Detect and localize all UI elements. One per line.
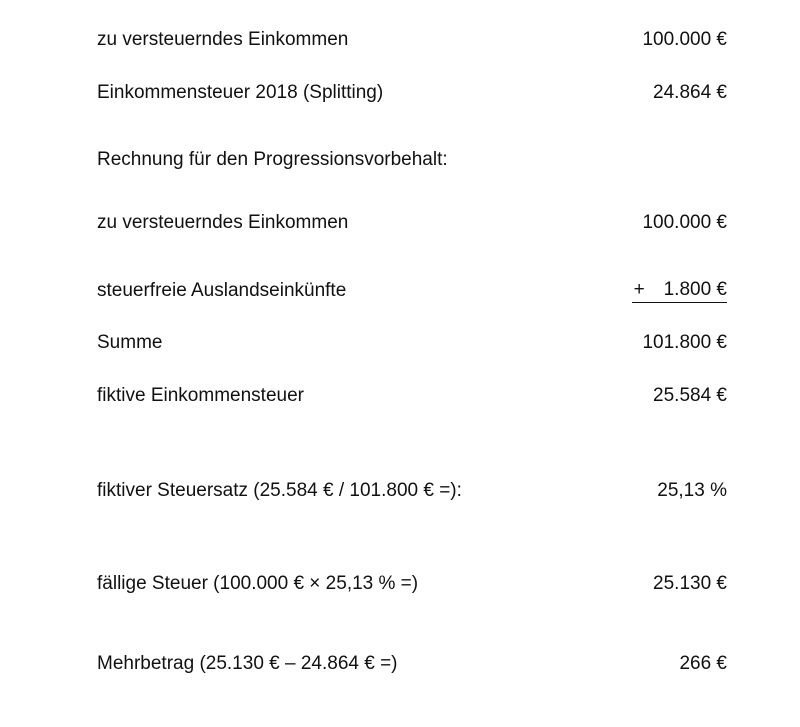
- row-label: zu versteuerndes Einkommen: [97, 212, 349, 233]
- row-label: fiktiver Steuersatz (25.584 € / 101.800 € =):: [97, 480, 462, 501]
- row-value: 25.130 €: [653, 573, 727, 594]
- plus-sign: +: [633, 279, 645, 300]
- row-value: 100.000 €: [642, 29, 727, 50]
- row-foreign-income: [97, 278, 727, 304]
- row-additional-amount: [97, 651, 727, 677]
- row-value: 24.864 €: [653, 82, 727, 103]
- row-label: fiktive Einkommensteuer: [97, 385, 304, 406]
- row-fictive-tax-rate: [97, 478, 727, 504]
- section-heading: [97, 147, 727, 173]
- row-value: 266 €: [679, 653, 727, 674]
- section-heading-text: Rechnung für den Progressionsvorbehalt:: [97, 149, 448, 170]
- row-taxable-income-2: [97, 210, 727, 236]
- row-income-tax-2018: [97, 80, 727, 106]
- row-value: 101.800 €: [642, 332, 727, 353]
- row-value: 25.584 €: [653, 385, 727, 406]
- row-fictive-tax: [97, 383, 727, 409]
- row-due-tax: [97, 571, 727, 597]
- row-value: 100.000 €: [642, 212, 727, 233]
- row-label: Einkommensteuer 2018 (Splitting): [97, 82, 384, 103]
- row-value: 1.800 €: [663, 279, 727, 300]
- row-value: 25,13 %: [657, 480, 727, 501]
- row-sum: [97, 330, 727, 356]
- row-label: zu versteuerndes Einkommen: [97, 29, 349, 50]
- row-taxable-income: [97, 27, 727, 53]
- row-label: steuerfreie Auslandseinkünfte: [97, 280, 347, 301]
- row-label: Summe: [97, 332, 163, 353]
- row-value-underlined: [632, 278, 727, 303]
- row-label: fällige Steuer (100.000 € × 25,13 % =): [97, 573, 419, 594]
- row-label: Mehrbetrag (25.130 € – 24.864 € =): [97, 653, 398, 674]
